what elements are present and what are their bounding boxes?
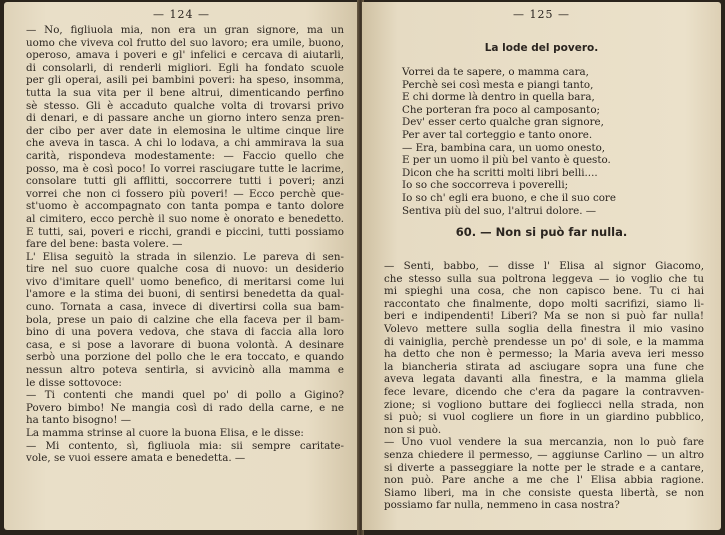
text-line: casa, e si pose a lavorare di buona volontà. A desinare <box>26 338 344 351</box>
text-line: non si può. <box>384 423 442 436</box>
text-line: le disse sottovoce: <box>26 376 122 389</box>
text-line: bino di una povera vedova, che stava di faccia alla loro <box>26 326 344 339</box>
text-line: — Uno vuol vendere la sua mercanzia, non lo può fare <box>384 436 704 449</box>
poem-title: La lode del povero. <box>484 42 599 54</box>
text-line: st'uomo è accompagnato con tanta pompa e tanto dolore <box>26 200 344 213</box>
poem-text <box>402 66 616 217</box>
text-line: che aveva in tasca. A chi lo lodava, a chi ammirava la sua <box>26 137 344 150</box>
text-line: al cimitero, ecco perchè il suo nome è onorato e benedetto. <box>26 212 344 225</box>
text-line: Volevo mettere sulla soglia della finestra il mio vasino <box>384 322 704 335</box>
text-line: Dev' esser certo qualche gran signore, <box>402 116 604 129</box>
text-line: carità, rispondeva modestamente: — Faccio quello che <box>26 149 344 162</box>
text-line: Perchè sei così mesta e piangi tanto, <box>402 78 594 91</box>
text-line: L' Elisa seguitò la strada in silenzio. Le pareva di sen- <box>26 250 344 263</box>
text-line: Per aver tal corteggio e tanto onore. <box>402 128 593 141</box>
text-line: che stesso sulla sua poltrona leggeva — io voglio che tu <box>384 272 704 285</box>
text-line: — Era, bambina cara, un uomo onesto, <box>402 141 606 154</box>
text-line: Io so ch' egli era buono, e che il suo core <box>402 191 616 204</box>
left-page-text <box>26 24 344 465</box>
text-line: tutta la sua vita per il bene altrui, dimenticando perfino <box>26 86 344 99</box>
text-line: l'amore e la stima dei buoni, di sentirsi benedetta da qual- <box>26 288 344 301</box>
text-line: fece levare, dicendo che c'era da pagare la contravven- <box>384 385 704 398</box>
text-line: — Ti contenti che mandi quel po' di pollo a Gigino? <box>26 389 344 402</box>
text-line: la biancheria stirata ad asciugare sopra una fune che <box>384 360 704 373</box>
text-line: di vainiglia, perchè prendesse un po' di sole, e la mamma <box>384 335 704 348</box>
text-line: vivo d'imitare quell' uomo benefico, di meritarsi come lui <box>26 275 344 288</box>
text-line: senza chiedere il permesso, — aggiunse Carlino — un altro <box>384 448 704 461</box>
text-line: zione; si vogliono buttare dei fogliecci nella strada, non <box>384 398 704 411</box>
text-line: per gli operai, asili pei bambini poveri: ha speso, insomma, <box>26 74 344 87</box>
text-line: E chi dorme là dentro in quella bara, <box>402 91 595 104</box>
text-line: Siamo liberi, ma in che consiste questa libertà, se non <box>384 486 704 499</box>
text-line: di denari, e di passare anche un giorno intero senza pren- <box>26 112 344 125</box>
text-line: tire nel suo cuore qualche cosa di nuovo: un desiderio <box>26 263 344 276</box>
text-line: vole, se vuoi essere amata e benedetta. — <box>26 452 246 465</box>
text-line: La mamma strinse al cuore la buona Elisa, e le disse: <box>26 427 304 439</box>
text-line: si diverte a passeggiare la notte per le strade e a cantare, <box>384 461 704 474</box>
text-line: possiamo far nulla, nemmeno in casa nostra? <box>384 499 620 512</box>
right-page-text <box>384 260 704 512</box>
text-line: uomo che viveva col frutto del suo lavoro; era umile, buono, <box>26 36 344 49</box>
text-line: si può; si vuol cogliere un fiore in un giardino pubblico, <box>384 411 704 424</box>
text-line: Povero bimbo! Ne mangia così di rado della carne, e ne <box>26 401 344 414</box>
text-line: non può. Pare anche a me che l' Elisa abbia ragione. <box>384 474 704 487</box>
text-line: consolare tutti gli afflitti, soccorrere tutti i poveri; anzi <box>26 175 344 188</box>
text-line: serbò una porzione del pollo che le era toccato, e quando <box>26 351 344 364</box>
text-line: Dicon che ha scritti molti libri belli.... <box>402 166 598 179</box>
text-line: bola, prese un paio di calzine che ella faceva per il bam- <box>26 313 344 326</box>
text-line: ha tanto bisogno! — <box>26 414 132 427</box>
page-number-left: — 124 — <box>153 8 210 21</box>
text-line: Vorrei da te sapere, o mamma cara, <box>402 66 589 78</box>
text-line: — No, figliuola mia, non era un gran signore, ma un <box>26 24 344 36</box>
text-line: di consolarli, di renderli migliori. Egli ha fondato scuole <box>26 61 344 74</box>
left-page <box>4 2 359 530</box>
page-number-right: — 125 — <box>513 8 570 21</box>
text-line: raccontato che finalmente, dopo molti sacrifizi, siamo li- <box>384 297 704 310</box>
text-line: — Mi contento, sì, figliuola mia: sii sempre caritate- <box>26 439 344 452</box>
text-line: — Senti, babbo, — disse l' Elisa al signor Giacomo, <box>384 260 704 272</box>
text-line: aveva legata davanti alla finestra, e la mamma gliela <box>384 373 704 386</box>
text-line: fare del bene: basta volere. — <box>26 238 183 251</box>
text-line: mi spieghi una cosa, che non capisco bene. Tu ci hai <box>384 285 704 298</box>
chapter-title: 60. — Non si può far nulla. <box>455 225 628 239</box>
text-line: beri e indipendenti! Liberi? Ma se non si può far nulla! <box>384 310 704 323</box>
text-line: E tutti, sai, poveri e ricchi, grandi e piccini, tutti possiamo <box>26 225 344 238</box>
text-line: E per un uomo il più bel vanto è questo. <box>402 154 611 167</box>
right-page <box>362 2 721 530</box>
text-line: nessun altro poteva sentirla, si avvicinò alla mamma e <box>26 364 344 377</box>
text-line: sè stesso. Gli è accaduto qualche volta di trovarsi privo <box>26 99 344 112</box>
text-line: vorrei che non ci fossero più poveri! — Ecco perchè que- <box>26 187 344 200</box>
text-line: operoso, amava i poveri e gl' infelici e cercava di aiutarli, <box>26 49 344 62</box>
text-line: Che porteran fra poco al camposanto; <box>402 103 600 116</box>
text-line: ha detto che non è permesso; la Maria aveva ieri messo <box>384 348 704 361</box>
text-line: Sentiva più del suo, l'altrui dolore. — <box>402 204 597 217</box>
text-line: cuno. Tornata a casa, invece di divertirsi colla sua bam- <box>26 301 344 314</box>
text-line: der cibo per aver date in elemosina le ultime cinque lire <box>26 124 344 137</box>
text-line: Io so che soccorreva i poverelli; <box>402 179 569 192</box>
text-line: posso, ma è così poco! Io vorrei rasciugare tutte le lacrime, <box>26 162 344 175</box>
